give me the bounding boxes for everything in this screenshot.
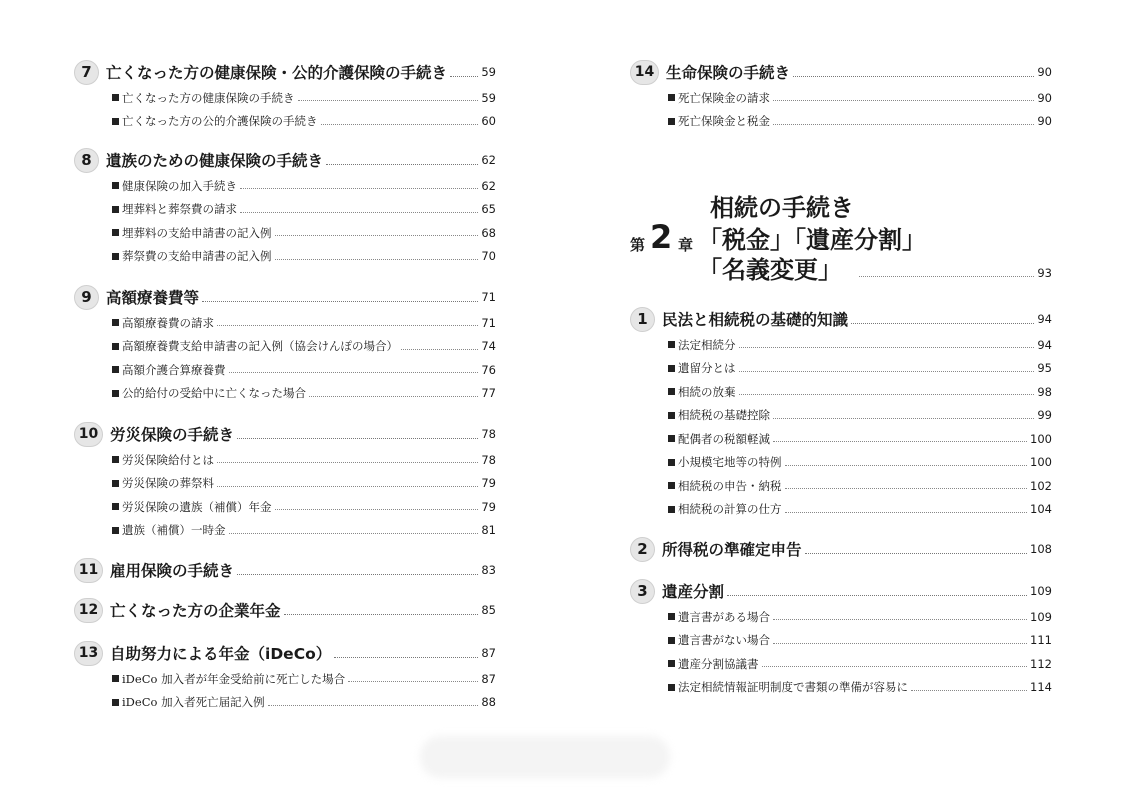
square-bullet-icon: [112, 94, 119, 101]
leader-dots: [284, 614, 479, 615]
leader-dots: [785, 488, 1028, 489]
leader-dots: [401, 349, 478, 350]
item-title: 労災保険の葬祭料: [122, 476, 214, 491]
square-bullet-icon: [112, 206, 119, 213]
toc-item[interactable]: [630, 676, 1052, 700]
section-number-badge: 10: [74, 422, 103, 447]
section-number-badge: 8: [74, 148, 99, 173]
toc-item[interactable]: [74, 472, 496, 496]
toc-item[interactable]: [74, 448, 496, 472]
toc-section: [74, 58, 496, 133]
toc-item[interactable]: [74, 358, 496, 382]
right-page: [630, 0, 1052, 794]
scan-smudge: [420, 736, 670, 778]
leader-dots: [739, 347, 1035, 348]
section-number-badge: 12: [74, 598, 103, 623]
leader-dots: [237, 574, 478, 575]
toc-section-heading[interactable]: [630, 58, 1052, 86]
item-title: 相続税の基礎控除: [678, 408, 770, 423]
toc-section: [630, 535, 1052, 563]
item-page-number: 76: [481, 362, 496, 377]
toc-section-heading[interactable]: [74, 639, 496, 667]
square-bullet-icon: [112, 253, 119, 260]
section-page-number: 83: [481, 563, 496, 577]
leader-dots: [762, 666, 1028, 667]
item-title: 亡くなった方の健康保険の手続き: [122, 90, 295, 105]
leader-dots: [217, 486, 478, 487]
leader-dots: [217, 462, 478, 463]
section-number-badge: 7: [74, 60, 99, 85]
section-title: 所得税の準確定申告: [662, 541, 802, 559]
leader-dots: [785, 512, 1028, 513]
toc-item[interactable]: [74, 667, 496, 691]
item-page-number: 95: [1037, 361, 1052, 376]
item-title: 死亡保険金と税金: [678, 114, 770, 129]
item-title: 死亡保険金の請求: [678, 90, 770, 105]
leader-dots: [298, 100, 479, 101]
leader-dots: [321, 124, 479, 125]
item-page-number: 90: [1037, 90, 1052, 105]
item-page-number: 78: [481, 452, 496, 467]
item-title: 埋葬料の支給申請書の記入例: [122, 225, 272, 240]
leader-dots: [859, 276, 1034, 277]
chapter-suffix: 章: [678, 236, 694, 254]
item-title: 法定相続分: [678, 337, 736, 352]
section-title: 生命保険の手続き: [666, 64, 791, 82]
section-title: 労災保険の手続き: [110, 426, 235, 444]
square-bullet-icon: [668, 435, 675, 442]
toc-item[interactable]: [74, 86, 496, 110]
toc-section-heading[interactable]: [74, 420, 496, 448]
leader-dots: [785, 465, 1028, 466]
item-title: 相続税の申告・納税: [678, 478, 782, 493]
chapter-heading: [630, 194, 1052, 284]
section-title: 高額療養費等: [106, 289, 200, 307]
item-page-number: 111: [1030, 633, 1052, 648]
square-bullet-icon: [112, 503, 119, 510]
square-bullet-icon: [112, 699, 119, 706]
section-title: 亡くなった方の健康保険・公的介護保険の手続き: [106, 64, 448, 82]
toc-item[interactable]: [74, 382, 496, 406]
toc-section: [630, 577, 1052, 699]
toc-section-heading[interactable]: [74, 556, 496, 584]
item-title: 労災保険の遺族（補償）年金: [122, 499, 272, 514]
section-page-number: 85: [481, 603, 496, 617]
section-title: 遺産分割: [662, 583, 725, 601]
section-page-number: 94: [1037, 312, 1052, 326]
toc-section: [74, 283, 496, 405]
square-bullet-icon: [112, 675, 119, 682]
item-page-number: 99: [1037, 408, 1052, 423]
item-title: 健康保険の加入手続き: [122, 178, 237, 193]
toc-item[interactable]: [630, 474, 1052, 498]
leader-dots: [773, 418, 1034, 419]
item-page-number: 79: [481, 499, 496, 514]
item-page-number: 100: [1030, 455, 1052, 470]
section-title: 雇用保険の手続き: [110, 562, 235, 580]
item-page-number: 90: [1037, 114, 1052, 129]
toc-section: [630, 58, 1052, 133]
section-page-number: 109: [1030, 584, 1052, 598]
item-page-number: 62: [481, 178, 496, 193]
section-page-number: 108: [1030, 542, 1052, 556]
leader-dots: [275, 235, 479, 236]
leader-dots: [773, 100, 1034, 101]
item-title: 小規模宅地等の特例: [678, 455, 782, 470]
leader-dots: [275, 509, 479, 510]
item-title: 配偶者の税額軽減: [678, 431, 770, 446]
square-bullet-icon: [112, 343, 119, 350]
item-page-number: 114: [1030, 680, 1052, 695]
leader-dots: [268, 705, 479, 706]
leader-dots: [240, 188, 478, 189]
leader-dots: [793, 76, 1034, 77]
section-title: 自助努力による年金（iDeCo）: [110, 645, 332, 663]
toc-section: [74, 639, 496, 714]
chapter-prefix: 第: [630, 236, 646, 254]
section-number-badge: 13: [74, 641, 103, 666]
section-number-badge: 9: [74, 285, 99, 310]
item-title: 遺産分割協議書: [678, 656, 759, 671]
item-title: 亡くなった方の公的介護保険の手続き: [122, 114, 318, 129]
toc-item[interactable]: [74, 245, 496, 269]
toc-item[interactable]: [630, 86, 1052, 110]
item-title: 高額療養費の請求: [122, 315, 214, 330]
leader-dots: [309, 396, 478, 397]
item-page-number: 60: [481, 114, 496, 129]
item-page-number: 81: [481, 523, 496, 538]
item-title: 葬祭費の支給申請書の記入例: [122, 249, 272, 264]
leader-dots: [240, 212, 478, 213]
item-page-number: 104: [1030, 502, 1052, 517]
toc-section-heading[interactable]: [74, 283, 496, 311]
square-bullet-icon: [668, 94, 675, 101]
item-page-number: 94: [1037, 337, 1052, 352]
item-page-number: 109: [1030, 609, 1052, 624]
toc-section: [74, 420, 496, 542]
toc-item[interactable]: [74, 110, 496, 134]
leader-dots: [450, 76, 478, 77]
item-title: 相続の放棄: [678, 384, 736, 399]
item-page-number: 88: [481, 695, 496, 710]
section-title: 民法と相続税の基礎的知識: [662, 311, 849, 329]
square-bullet-icon: [668, 388, 675, 395]
square-bullet-icon: [668, 459, 675, 466]
toc-item[interactable]: [630, 605, 1052, 629]
toc-item[interactable]: [630, 110, 1052, 134]
section-page-number: 90: [1037, 65, 1052, 79]
item-page-number: 112: [1030, 656, 1052, 671]
section-title: 亡くなった方の企業年金: [110, 602, 281, 620]
leader-dots: [773, 124, 1034, 125]
square-bullet-icon: [112, 527, 119, 534]
square-bullet-icon: [112, 390, 119, 397]
square-bullet-icon: [112, 456, 119, 463]
toc-section: [630, 305, 1052, 521]
section-page-number: 59: [481, 65, 496, 79]
square-bullet-icon: [668, 118, 675, 125]
square-bullet-icon: [112, 182, 119, 189]
item-title: 労災保険給付とは: [122, 452, 214, 467]
leader-dots: [334, 657, 478, 658]
item-title: 公的給付の受給中に亡くなった場合: [122, 386, 306, 401]
item-page-number: 79: [481, 476, 496, 491]
section-number-badge: 1: [630, 307, 655, 332]
chapter-leader: [856, 266, 1052, 280]
toc-item[interactable]: [74, 174, 496, 198]
square-bullet-icon: [668, 412, 675, 419]
toc-section-heading[interactable]: [630, 577, 1052, 605]
section-number-badge: 2: [630, 537, 655, 562]
square-bullet-icon: [668, 613, 675, 620]
leader-dots: [217, 325, 478, 326]
leader-dots: [348, 681, 478, 682]
leader-dots: [237, 438, 478, 439]
square-bullet-icon: [668, 365, 675, 372]
toc-item[interactable]: [74, 691, 496, 715]
section-page-number: 78: [481, 427, 496, 441]
chapter-number: 2: [650, 218, 673, 256]
toc-item[interactable]: [74, 335, 496, 359]
square-bullet-icon: [112, 480, 119, 487]
section-page-number: 87: [481, 646, 496, 660]
item-title: iDeCo 加入者死亡届記入例: [122, 695, 265, 710]
square-bullet-icon: [668, 684, 675, 691]
item-page-number: 74: [481, 339, 496, 354]
item-title: 遺族（補償）一時金: [122, 523, 226, 538]
item-page-number: 65: [481, 202, 496, 217]
leader-dots: [727, 595, 1027, 596]
toc-section: [74, 556, 496, 584]
toc-item[interactable]: [630, 629, 1052, 653]
square-bullet-icon: [668, 637, 675, 644]
item-page-number: 70: [481, 249, 496, 264]
chapter-title-line2: 「税金」「遺産分割」: [698, 226, 926, 254]
square-bullet-icon: [112, 319, 119, 326]
square-bullet-icon: [668, 660, 675, 667]
leader-dots: [773, 441, 1027, 442]
item-title: iDeCo 加入者が年金受給前に死亡した場合: [122, 671, 346, 686]
leader-dots: [739, 371, 1035, 372]
section-page-number: 71: [481, 290, 496, 304]
item-page-number: 102: [1030, 478, 1052, 493]
toc-section: [74, 146, 496, 268]
leader-dots: [805, 553, 1028, 554]
item-page-number: 98: [1037, 384, 1052, 399]
item-page-number: 100: [1030, 431, 1052, 446]
item-page-number: 59: [481, 90, 496, 105]
section-number-badge: 14: [630, 60, 659, 85]
toc-item[interactable]: [74, 519, 496, 543]
toc-section-heading[interactable]: [630, 305, 1052, 333]
leader-dots: [739, 394, 1035, 395]
square-bullet-icon: [668, 482, 675, 489]
toc-item[interactable]: [630, 451, 1052, 475]
chapter-title-line3: 「名義変更」: [698, 256, 842, 284]
item-title: 遺留分とは: [678, 361, 736, 376]
toc-section-heading[interactable]: [74, 596, 496, 624]
item-title: 埋葬料と葬祭費の請求: [122, 202, 237, 217]
item-title: 遺言書がある場合: [678, 609, 770, 624]
square-bullet-icon: [668, 506, 675, 513]
leader-dots: [326, 164, 478, 165]
section-number-badge: 11: [74, 558, 103, 583]
toc-item[interactable]: [630, 652, 1052, 676]
leader-dots: [773, 643, 1027, 644]
chapter-title-line1: 相続の手続き: [710, 194, 854, 222]
item-page-number: 77: [481, 386, 496, 401]
square-bullet-icon: [668, 341, 675, 348]
item-page-number: 68: [481, 225, 496, 240]
toc-item[interactable]: [630, 357, 1052, 381]
leader-dots: [773, 619, 1027, 620]
leader-dots: [229, 533, 479, 534]
section-title: 遺族のための健康保険の手続き: [106, 152, 324, 170]
item-title: 法定相続情報証明制度で書類の準備が容易に: [678, 680, 908, 695]
chapter-page-number: 93: [1037, 266, 1052, 280]
toc-item[interactable]: [630, 333, 1052, 357]
leader-dots: [229, 372, 479, 373]
toc-section-heading[interactable]: [74, 146, 496, 174]
item-title: 遺言書がない場合: [678, 633, 770, 648]
item-page-number: 71: [481, 315, 496, 330]
toc-item[interactable]: [630, 427, 1052, 451]
toc-item[interactable]: [74, 198, 496, 222]
toc-item[interactable]: [630, 498, 1052, 522]
leader-dots: [202, 301, 478, 302]
section-number-badge: 3: [630, 579, 655, 604]
square-bullet-icon: [112, 229, 119, 236]
item-page-number: 87: [481, 671, 496, 686]
toc-item[interactable]: [74, 221, 496, 245]
toc-section: [74, 596, 496, 624]
square-bullet-icon: [112, 366, 119, 373]
toc-section-heading[interactable]: [630, 535, 1052, 563]
toc-item[interactable]: [74, 311, 496, 335]
toc-section-heading[interactable]: [74, 58, 496, 86]
item-title: 高額療養費支給申請書の記入例（協会けんぽの場合）: [122, 339, 398, 354]
toc-item[interactable]: [74, 495, 496, 519]
toc-item[interactable]: [630, 380, 1052, 404]
item-title: 高額介護合算療養費: [122, 362, 226, 377]
item-title: 相続税の計算の仕方: [678, 502, 782, 517]
leader-dots: [275, 259, 479, 260]
leader-dots: [851, 323, 1034, 324]
square-bullet-icon: [112, 118, 119, 125]
section-page-number: 62: [481, 153, 496, 167]
left-page: [74, 0, 496, 794]
toc-item[interactable]: [630, 404, 1052, 428]
leader-dots: [911, 690, 1027, 691]
